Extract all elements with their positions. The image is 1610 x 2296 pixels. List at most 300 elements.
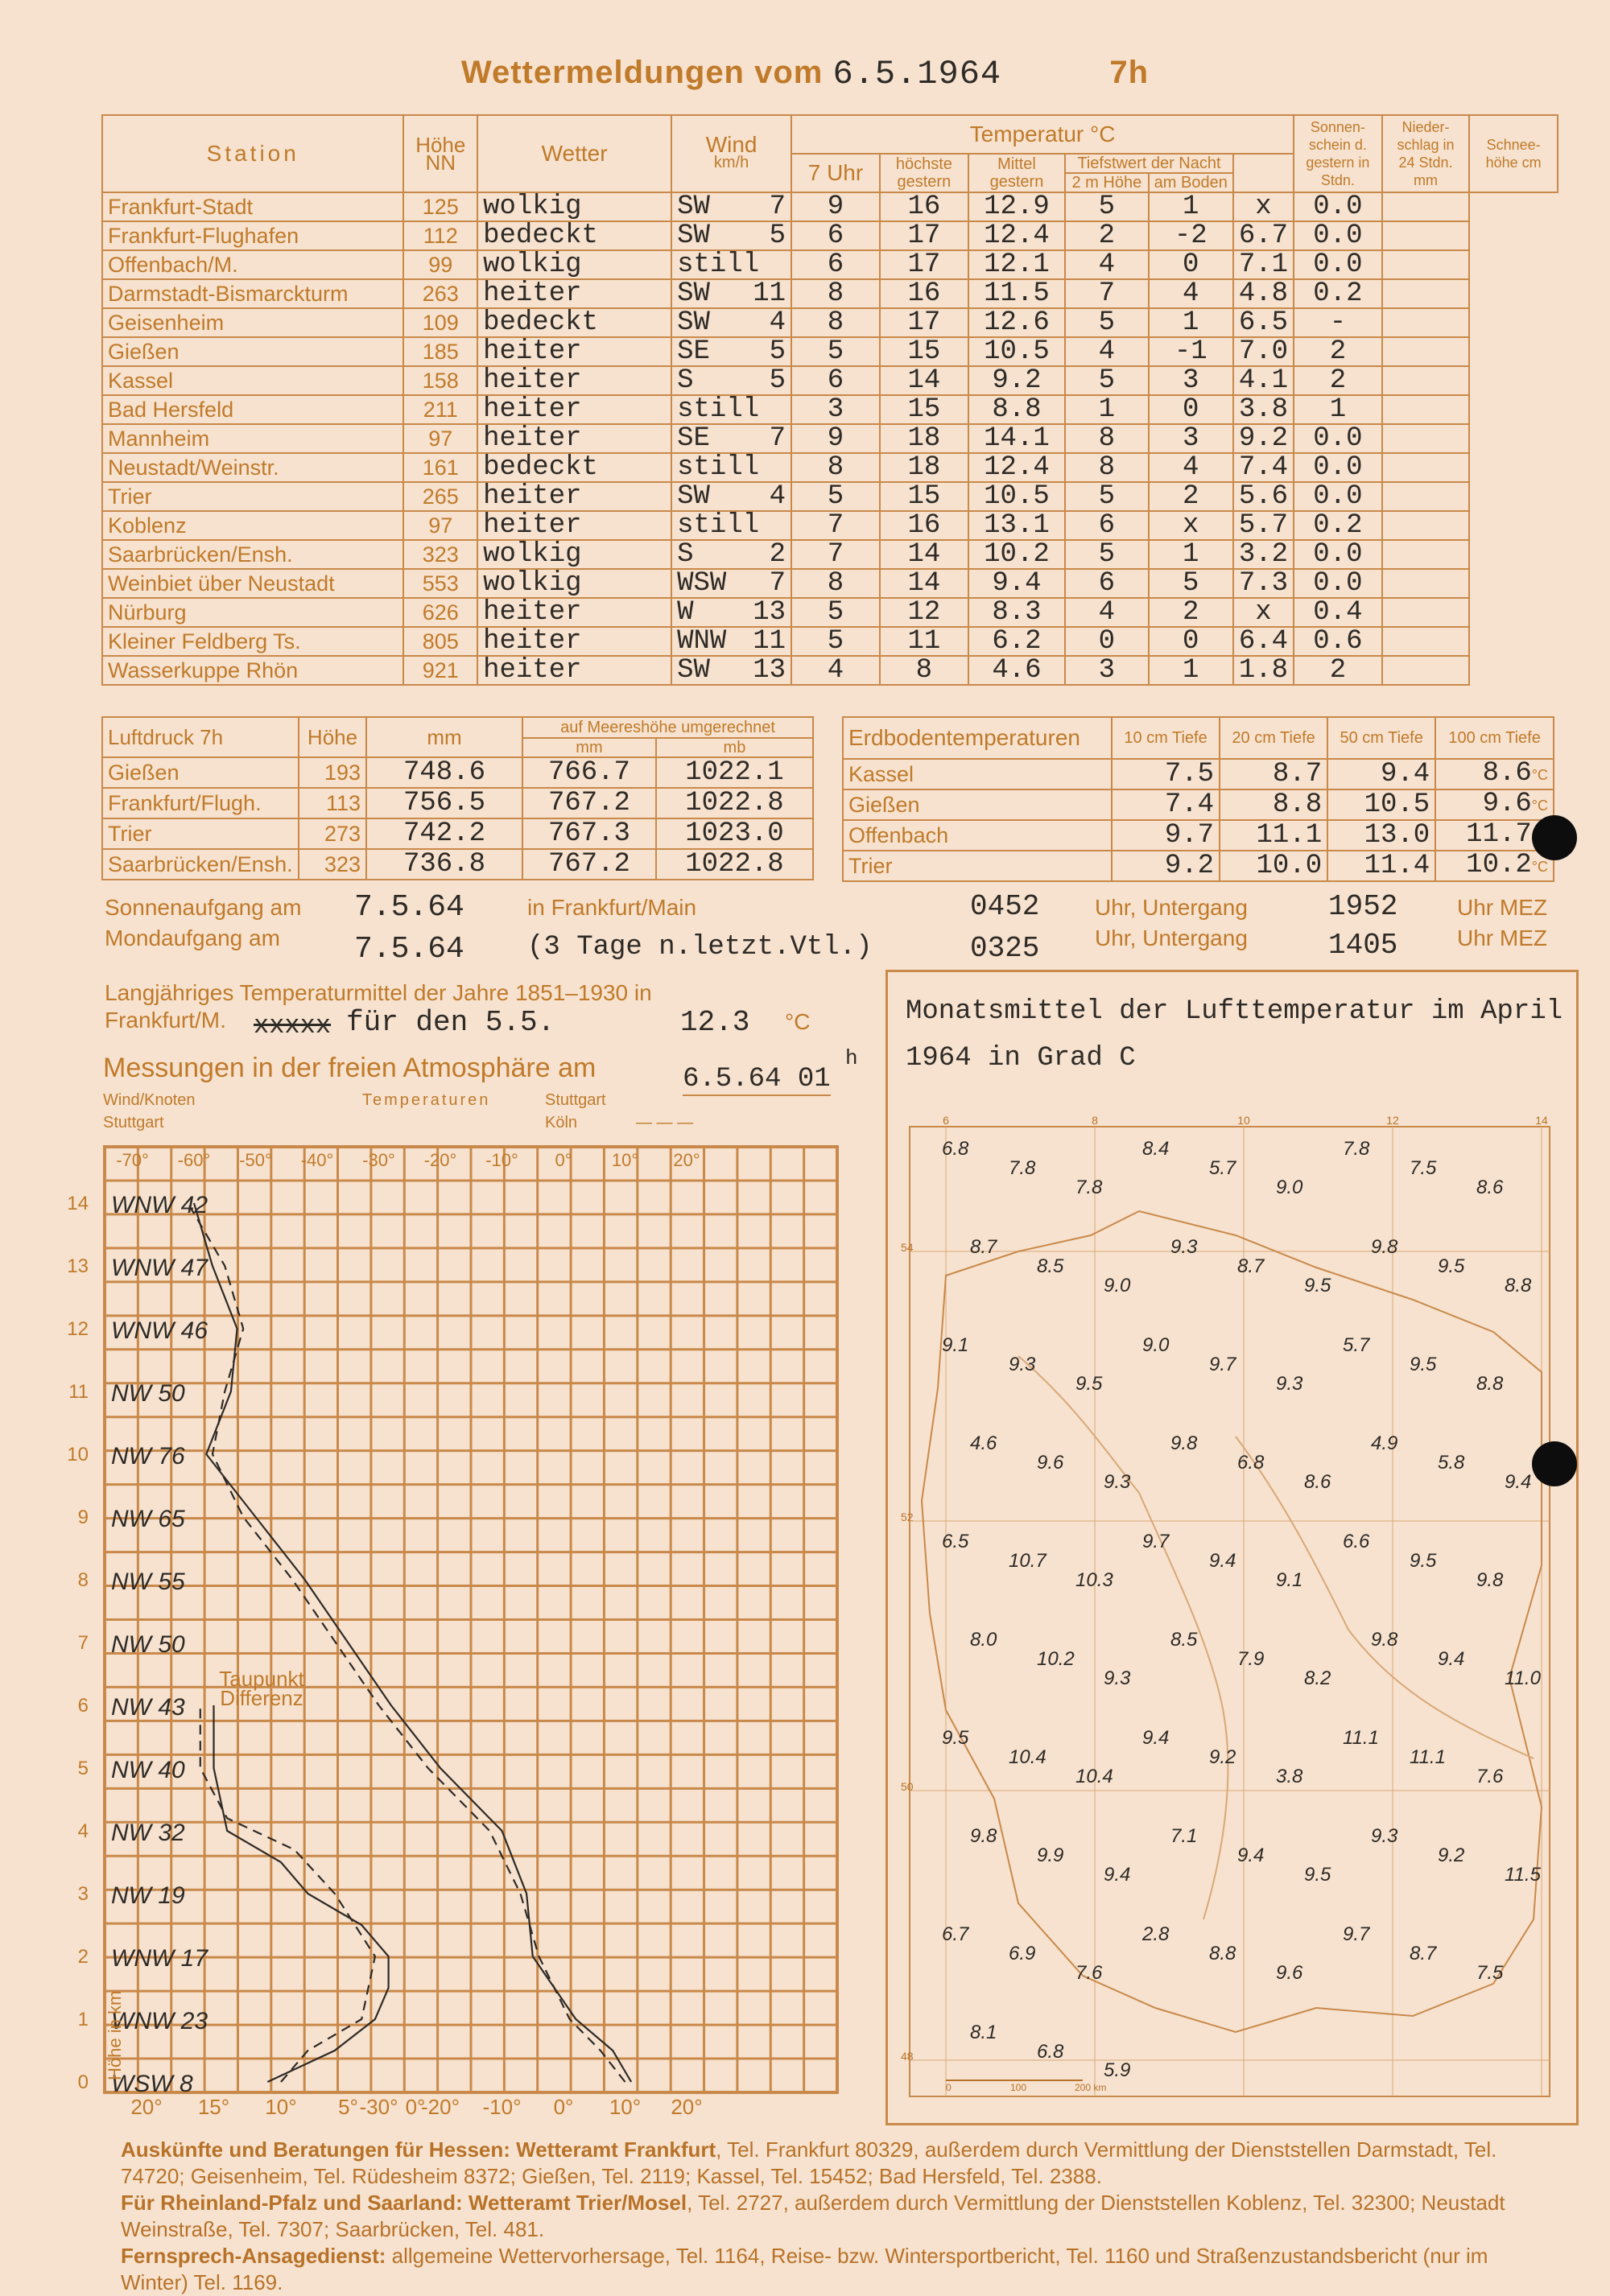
temp-min-ground: 1 [1149,540,1233,569]
soil-unit: °C [1531,767,1548,783]
map-value: 11.5 [1505,1864,1541,1886]
temp-max: 17 [880,250,968,279]
longterm-line1: Langjähriges Temperaturmittel der Jahre 1851–1930 in [105,980,652,1005]
map-value: 9.9 [1037,1845,1064,1866]
col-temperatur: Temperatur °C [791,115,1294,154]
col-hoehe: Höhe NN [403,115,477,192]
station-height: 97 [403,424,477,453]
temp-7uhr: 4 [791,656,880,685]
temp-min-2m: 8 [1065,453,1149,482]
soil-col-50: 50 cm Tiefe [1327,717,1435,759]
legend-koeln: Köln [545,1114,578,1132]
temp-7uhr: 6 [791,221,880,250]
map-value: 8.4 [1142,1138,1170,1160]
wind-cell [671,395,791,424]
wind-cell [671,511,791,540]
weather-cell: bedeckt [477,221,671,250]
station-height: 265 [403,482,477,511]
temp-min-ground: 3 [1149,424,1233,453]
soil-station: Gießen [843,789,1112,820]
station-height: 626 [403,598,477,627]
table-row [102,337,1558,366]
temp-7uhr: 5 [791,337,880,366]
temp-mean: 14.1 [968,424,1065,453]
temperaturen-label: Temperaturen [362,1091,491,1109]
wind-direction: SW [677,481,710,512]
latitude-label: 54 [901,1241,914,1254]
km-label: 1 [77,2009,89,2030]
map-value: 9.5 [1075,1373,1103,1395]
weather-cell: heiter [477,482,671,511]
longterm-date: für den 5.5. [346,1006,555,1039]
map-value: 9.5 [1410,1354,1437,1375]
km-label: 4 [77,1820,89,1842]
map-value: 9.0 [1276,1177,1303,1198]
sunrise-date: 7.5.64 [354,890,464,925]
wind-direction: SE [677,336,710,367]
wind-label: NW 32 [111,1820,185,1846]
wind-direction: still [677,394,760,425]
weather-cell: heiter [477,511,671,540]
wind-direction: SW [677,192,710,222]
station-height: 99 [403,250,477,279]
station-height: 211 [403,395,477,424]
map-value: 10.4 [1075,1766,1113,1787]
km-label: 9 [77,1507,89,1528]
wind-direction: SW [677,655,710,686]
map-value: 7.6 [1476,1766,1504,1787]
wind-cell [671,453,791,482]
temp-7uhr: 8 [791,453,880,482]
soil-10cm: 9.2 [1112,851,1220,881]
sounding-date: 6.5.64 01 [683,1064,831,1094]
station-height: 109 [403,308,477,337]
km-label: 11 [68,1381,89,1403]
snow [1382,192,1470,221]
map-value: 10.3 [1075,1569,1113,1591]
wind-cell [671,308,791,337]
table-row [102,424,1558,453]
country-border [922,1211,1542,2032]
pressure-station: Frankfurt/Flugh. [102,788,299,818]
wind-direction: still [677,452,760,483]
col-schnee: Schnee- höhe cm [1469,115,1558,192]
pressure-mb: 1022.8 [656,788,813,818]
map-title: Monatsmittel der Lufttemperatur im April 1964 in Grad C [906,996,1563,1074]
col-7uhr: 7 Uhr [791,154,880,192]
col-tief-boden: am Boden [1149,173,1233,192]
map-value: 6.8 [1037,2041,1064,2063]
map-value: 10.4 [1009,1746,1046,1768]
wind-cell [671,598,791,627]
map-value: 9.8 [1476,1569,1504,1591]
station-height: 97 [403,511,477,540]
map-value: 9.8 [1170,1432,1198,1454]
moonrise-date: 7.5.64 [354,932,464,967]
station-height: 185 [403,337,477,366]
station-name: Wasserkuppe Rhön [102,656,403,685]
table-row [102,308,1558,337]
temp-max: 16 [880,279,968,308]
weather-cell: bedeckt [477,308,671,337]
map-value: 8.6 [1476,1177,1504,1198]
temp-min-ground: -2 [1149,221,1233,250]
snow [1382,424,1470,453]
weather-cell: heiter [477,627,671,656]
sunshine: 3.2 [1233,540,1294,569]
snow [1382,511,1470,540]
temp-7uhr: 6 [791,250,880,279]
map-value: 9.4 [1505,1471,1532,1493]
temp-min-2m: 5 [1065,366,1149,395]
precipitation: 0.0 [1294,453,1382,482]
soil-50cm: 10.5 [1327,789,1435,820]
pressure-height: 113 [299,788,366,818]
km-label: 2 [77,1946,89,1968]
col-station: Station [102,115,403,192]
precipitation: 1 [1294,395,1382,424]
tick-label: 0° [553,2095,574,2119]
station-height: 125 [403,192,477,221]
precipitation: 0.0 [1294,250,1382,279]
map-value: 9.4 [1209,1550,1236,1572]
table-row [102,598,1558,627]
temp-7uhr: 8 [791,279,880,308]
temperature-line-koeln [188,1203,625,2082]
temp-min-2m: 5 [1065,482,1149,511]
sunshine: 5.7 [1233,511,1294,540]
wind-label: NW 65 [111,1506,185,1532]
wind-knoten-label: Wind/Knoten [103,1091,196,1109]
soil-20cm: 8.8 [1220,789,1327,820]
snow [1382,453,1470,482]
river [1236,1437,1534,1758]
tick-label: -50° [239,1150,272,1170]
wind-direction: WSW [677,568,727,599]
snow [1382,482,1470,511]
map-value: 7.5 [1476,1962,1504,1984]
moonset-time: 1405 [1328,929,1398,962]
map-value: 7.5 [1410,1157,1437,1179]
soil-100cm [1435,851,1554,881]
table-row [843,820,1554,851]
title-label: Wettermeldungen vom [460,55,824,90]
table-row [843,789,1554,820]
map-value: 9.4 [1438,1648,1465,1670]
pressure-mm: 756.5 [366,788,522,818]
soil-10cm: 9.7 [1112,820,1220,851]
temp-mean: 10.5 [968,482,1065,511]
station-name: Neustadt/Weinstr. [102,453,403,482]
temp-min-2m: 3 [1065,656,1149,685]
wind-cell [671,656,791,685]
snow [1382,395,1470,424]
station-height: 263 [403,279,477,308]
station-name: Darmstadt-Bismarckturm [102,279,403,308]
temp-min-ground: 1 [1149,308,1233,337]
map-value: 9.6 [1037,1452,1064,1474]
soil-100cm-value: 11.7 [1466,819,1532,850]
tick-label: 10° [609,2095,642,2119]
temp-mean: 9.2 [968,366,1065,395]
table-row [102,192,1558,221]
map-value: 9.3 [1104,1471,1131,1493]
wind-cell [671,279,791,308]
moon-note: (3 Tage n.letzt.Vtl.) [527,932,873,963]
wind-label: NW 55 [111,1568,185,1595]
footer-fern-title: Fernsprech-Ansagedienst: [121,2244,386,2268]
table-row [102,453,1558,482]
scale-label: 100 [1010,2082,1027,2093]
weather-cell: wolkig [477,192,671,221]
col-mittel: Mittel gestern [968,154,1065,192]
precipitation: - [1294,308,1382,337]
map-value: 8.7 [1410,1943,1437,1964]
document-title [0,55,1610,93]
wind-cell [671,482,791,511]
weather-cell: heiter [477,395,671,424]
pressure-mb: 1022.8 [656,849,813,880]
tick-label: -20° [421,2095,460,2119]
wind-label: WNW 42 [111,1192,208,1218]
map-value: 9.5 [942,1727,969,1749]
km-label: 13 [67,1255,89,1277]
temp-max: 17 [880,308,968,337]
wind-speed: 11 [753,278,786,309]
map-value: 10.7 [1009,1550,1046,1572]
station-table [101,114,1558,686]
weather-cell: heiter [477,656,671,685]
station-height: 323 [403,540,477,569]
temp-max: 14 [880,366,968,395]
temp-mean: 12.4 [968,453,1065,482]
temp-max: 17 [880,221,968,250]
longterm-line2: Frankfurt/M. [105,1008,226,1033]
map-value: 8.8 [1476,1373,1504,1395]
wind-stuttgart-label: Stuttgart [103,1114,164,1132]
pressure-station: Trier [102,818,299,849]
map-value: 5.7 [1209,1157,1236,1179]
table-row [102,757,813,788]
wind-label: NW 50 [111,1380,185,1407]
temp-mean: 8.3 [968,598,1065,627]
map-value: 8.0 [970,1629,997,1651]
sunshine: 4.8 [1233,279,1294,308]
wind-direction: still [677,510,760,541]
map-value: 5.7 [1343,1334,1370,1356]
moon-mez: Uhr MEZ [1457,925,1547,950]
temp-min-ground: 2 [1149,482,1233,511]
legend-stuttgart: Stuttgart [545,1091,606,1109]
temp-min-2m: 4 [1065,598,1149,627]
sun-mez: Uhr MEZ [1457,895,1547,920]
temp-min-2m: 6 [1065,569,1149,598]
station-name: Offenbach/M. [102,250,403,279]
temp-max: 16 [880,192,968,221]
footer-fern-text: allgemeine Wettervorhersage, Tel. 1164, Reise- bzw. Wintersportbericht, Tel. 1160 und Straßenzustandsbericht (nur im Winter) Tel. 1169. [121,2244,1488,2294]
map-value: 11.1 [1343,1727,1379,1749]
map-value: 8.5 [1170,1629,1198,1651]
map-value: 9.8 [1371,1236,1398,1258]
snow [1382,366,1470,395]
precipitation: 2 [1294,337,1382,366]
wind-direction: WNW [677,626,727,657]
sunshine: 9.2 [1233,424,1294,453]
wind-direction: still [677,249,760,280]
map-value: 7.8 [1075,1177,1103,1198]
legend-koeln-dash: — — — [636,1114,694,1132]
weather-cell: bedeckt [477,453,671,482]
station-height: 805 [403,627,477,656]
temp-mean: 4.6 [968,656,1065,685]
station-height: 921 [403,656,477,685]
map-value: 6.7 [942,1923,969,1945]
punch-hole-lower [1532,1441,1577,1486]
km-label: 0 [77,2071,89,2093]
map-value: 8.6 [1304,1471,1331,1493]
temp-7uhr: 6 [791,366,880,395]
temp-min-2m: 5 [1065,308,1149,337]
station-name: Nürburg [102,598,403,627]
pressure-table [101,716,814,880]
wind-label: WNW 47 [111,1255,208,1281]
map-value: 11.1 [1410,1746,1446,1768]
scale-label: 200 km [1075,2082,1107,2093]
longitude-label: 8 [1092,1115,1098,1127]
map-value: 6.5 [942,1531,969,1552]
map-value: 8.1 [970,2022,997,2043]
wind-label: NW 43 [111,1694,185,1721]
map-value: 3.8 [1276,1766,1303,1787]
tick-label: -10° [485,1150,518,1170]
station-name: Frankfurt-Flughafen [102,221,403,250]
wind-speed: 4 [769,481,786,512]
pressure-height: 193 [299,757,366,788]
sun-location: in Frankfurt/Main [527,895,697,920]
map-value: 6.8 [1237,1452,1265,1474]
tick-label: 0° [555,1150,572,1170]
station-name: Kassel [102,366,403,395]
map-value: 5.8 [1438,1452,1465,1474]
wind-cell [671,627,791,656]
map-value: 9.1 [1276,1569,1303,1591]
precipitation: 0.0 [1294,540,1382,569]
precipitation: 0.0 [1294,221,1382,250]
map-value: 8.7 [1237,1255,1265,1277]
map-value: 8.2 [1304,1667,1331,1689]
wind-cell [671,424,791,453]
temp-min-ground: 4 [1149,279,1233,308]
col-hoechste: höchste gestern [880,154,968,192]
soil-unit: °C [1531,859,1548,875]
map-value: 9.4 [1237,1845,1265,1866]
map-value: 7.6 [1075,1962,1103,1984]
map-value: 6.9 [1009,1943,1036,1964]
pressure-mb: 1023.0 [656,818,813,849]
station-height: 112 [403,221,477,250]
map-value: 9.8 [970,1825,997,1847]
sunshine: x [1233,192,1294,221]
temp-mean: 12.9 [968,192,1065,221]
footer-rp-title: Für Rheinland-Pfalz und Saarland: Wetteramt Trier/Mosel [121,2191,687,2215]
temp-min-2m: 4 [1065,337,1149,366]
pressure-station: Saarbrücken/Ensh. [102,849,299,880]
tick-label: -30° [362,1150,395,1170]
sunshine: 7.4 [1233,453,1294,482]
km-label: 5 [77,1758,89,1779]
map-value: 2.8 [1142,1923,1170,1945]
soil-unit: °C [1531,798,1548,814]
snow [1382,221,1470,250]
tick-label: -60° [177,1150,211,1170]
map-value: 7.8 [1009,1157,1036,1179]
sunshine: 3.8 [1233,395,1294,424]
wind-speed: 2 [769,539,786,570]
wind-direction: SW [677,221,710,251]
table-row [102,818,813,849]
table-row [102,250,1558,279]
map-value: 9.7 [1343,1923,1370,1945]
table-row [102,279,1558,308]
temp-mean: 6.2 [968,627,1065,656]
tick-label: -70° [116,1150,149,1170]
wind-speed: 7 [769,568,786,599]
col-wetter: Wetter [477,115,671,192]
temp-max: 18 [880,453,968,482]
pressure-mm: 748.6 [366,757,522,788]
wind-label: WNW 17 [111,1945,208,1972]
pressure-col-msl-mm: mm [522,738,656,757]
tick-label: 20° [671,2095,703,2119]
soil-col-100: 100 cm Tiefe [1435,717,1554,759]
temp-mean: 11.5 [968,279,1065,308]
wind-cell [671,540,791,569]
map-value: 8.5 [1037,1255,1064,1277]
table-row [102,656,1558,685]
temp-min-ground: 2 [1149,598,1233,627]
latitude-label: 48 [901,2050,914,2063]
km-label: 14 [67,1193,89,1214]
station-name: Gießen [102,337,403,366]
precipitation: 0.0 [1294,569,1382,598]
soil-100cm-value: 10.2 [1466,850,1532,880]
map-value: 8.8 [1505,1275,1532,1296]
soil-col-10: 10 cm Tiefe [1112,717,1220,759]
weather-cell: wolkig [477,250,671,279]
table-row [102,511,1558,540]
sunshine: 1.8 [1233,656,1294,685]
wind-speed: 5 [769,221,786,251]
col-tiefstwert: Tiefstwert der Nacht [1065,154,1233,173]
map-value: 9.7 [1142,1531,1170,1552]
temp-mean: 12.6 [968,308,1065,337]
soil-10cm: 7.4 [1112,789,1220,820]
table-row [102,540,1558,569]
map-value: 5.9 [1104,2059,1131,2081]
temp-7uhr: 5 [791,627,880,656]
temp-max: 16 [880,511,968,540]
temp-min-2m: 6 [1065,511,1149,540]
table-row [102,569,1558,598]
map-value: 9.1 [942,1334,969,1356]
wind-cell [671,337,791,366]
tick-label: -10° [482,2095,522,2119]
map-value: 9.3 [1371,1825,1398,1847]
soil-col-20: 20 cm Tiefe [1220,717,1327,759]
temperature-map [898,1115,1562,2108]
snow [1382,656,1470,685]
temp-max: 15 [880,337,968,366]
